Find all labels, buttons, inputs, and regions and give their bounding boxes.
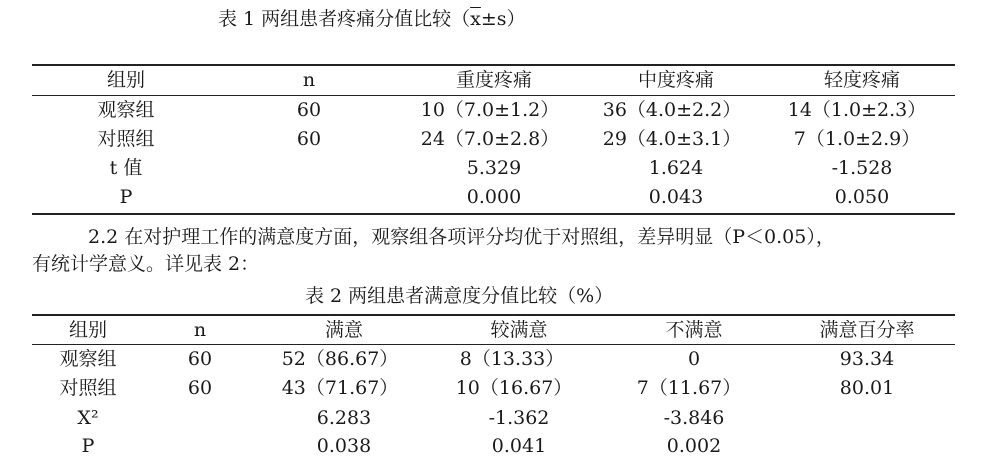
- table1-cell: 对照组: [97, 128, 155, 150]
- table1-cell: 36（4.0±2.2）: [602, 99, 742, 121]
- table1-cell: 7（1.0±2.9）: [793, 128, 921, 150]
- table2-cell: 8（13.33）: [459, 348, 565, 370]
- table2-cell: 80.01: [839, 377, 895, 399]
- table1-cell: 10（7.0±1.2）: [420, 99, 560, 121]
- table2-cell: X²: [77, 407, 99, 429]
- table1-cell: 60: [296, 128, 322, 150]
- table2-cell: -1.362: [488, 407, 550, 429]
- table1-cell: 5.329: [466, 157, 522, 179]
- table2-cell: 6.283: [316, 407, 372, 429]
- table-row: [0, 154, 1000, 183]
- table1-cell: 0.043: [648, 186, 704, 208]
- table1-header-moderate: 中度疼痛: [637, 69, 715, 91]
- table2-cell: 0: [687, 348, 701, 370]
- table1-header-row: [0, 66, 1000, 95]
- table1-caption-suffix: ±s）: [480, 8, 526, 30]
- table2-header-satisfaction-rate: 满意百分率: [819, 319, 915, 341]
- table2-cell: 0.041: [491, 435, 547, 457]
- table2-header-satisfied: 满意: [324, 319, 364, 341]
- table1-cell: -1.528: [831, 157, 893, 179]
- table-row: [0, 345, 1000, 374]
- table1-cell: 0.050: [834, 186, 890, 208]
- table2-header-n: n: [193, 319, 207, 341]
- table2-cell: 0.002: [666, 435, 722, 457]
- table1-bottom-rule: [32, 213, 955, 215]
- table-row: [0, 432, 1000, 461]
- table1-caption-prefix: 表 1 两组患者疼痛分值比较（: [218, 8, 471, 30]
- table1-header-mild: 轻度疼痛: [823, 69, 901, 91]
- table2-header-group: 组别: [68, 319, 108, 341]
- table-row: [0, 125, 1000, 154]
- table1-header-n: n: [302, 69, 316, 91]
- table2-cell: 观察组: [59, 348, 117, 370]
- table2-cell: 10（16.67）: [455, 377, 573, 399]
- table1-cell: t 值: [109, 157, 143, 179]
- table1-cell: 14（1.0±2.3）: [787, 99, 927, 121]
- table-row: [0, 183, 1000, 212]
- table2-header-fairly-satisfied: 较满意: [490, 319, 548, 341]
- table2-header-row: [0, 316, 1000, 345]
- table1-cell: 0.000: [466, 186, 522, 208]
- table1-header-group: 组别: [106, 69, 146, 91]
- table2-cell: 60: [187, 377, 213, 399]
- table2-caption: 表 2 两组患者满意度分值比较（%）: [305, 285, 614, 307]
- body-paragraph-line1: 2.2 在对护理工作的满意度方面，观察组各项评分均优于对照组，差异明显（P＜0.05），: [88, 226, 835, 248]
- table1-cell: P: [119, 186, 133, 208]
- table1-cell: 29（4.0±3.1）: [602, 128, 742, 150]
- table1-caption-xbar: $\overline{x}$: [470, 8, 481, 30]
- table-row: [0, 96, 1000, 125]
- table1-caption: [218, 4, 526, 31]
- table-row: [0, 404, 1000, 433]
- table1-cell: 观察组: [97, 99, 155, 121]
- body-paragraph-line2: 有统计学意义。详见表 2：: [32, 253, 260, 275]
- table-row: [0, 374, 1000, 403]
- table2-cell: 60: [187, 348, 213, 370]
- table2-cell: 43（71.67）: [281, 377, 399, 399]
- table1-cell: 1.624: [648, 157, 704, 179]
- table2-cell: 0.038: [316, 435, 372, 457]
- table2-cell: 对照组: [59, 377, 117, 399]
- table2-cell: 52（86.67）: [281, 348, 399, 370]
- table2-cell: -3.846: [663, 407, 725, 429]
- table2-cell: 93.34: [839, 348, 895, 370]
- table2-header-unsatisfied: 不满意: [665, 319, 723, 341]
- table1-header-severe: 重度疼痛: [455, 69, 533, 91]
- table2-cell: P: [81, 435, 95, 457]
- table1-cell: 60: [296, 99, 322, 121]
- table1-cell: 24（7.0±2.8）: [420, 128, 560, 150]
- table2-cell: 7（11.67）: [636, 377, 742, 399]
